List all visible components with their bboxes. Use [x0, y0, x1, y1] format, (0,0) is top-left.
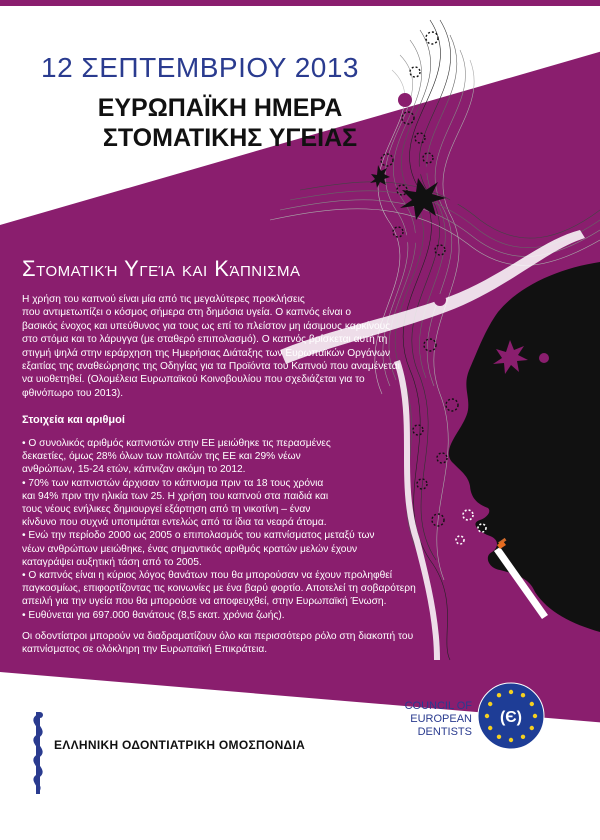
eu-stars-circle-icon: [477, 682, 545, 750]
closing-paragraph: [22, 630, 462, 657]
fact-line: ανθρώπων, 15-24 ετών, κάπνιζαν ακόμη το 2012.: [22, 464, 246, 476]
event-title-line1: ΕΥΡΩΠΑΪΚΗ ΗΜΕΡΑ: [97, 94, 343, 122]
fact-line: νέων ανθρώπων μειώθηκε, ένας σημαντικός αριθμός κρατών μελών έχουν: [22, 543, 358, 555]
section-title: Στοματική Υγεία και Κάπνισμα: [22, 256, 301, 281]
intro-line: να υιοθετηθεί. (Ολομέλεια Ευρωπαϊκού Κοινοβουλίου που σχεδιάζεται για το: [22, 374, 365, 386]
fact-line: κίνδυνο που συχνά υποτιμάται εντελώς από τα ίδια τα νεαρά άτομα.: [22, 517, 327, 529]
council-name-line1: COUNCIL OF: [404, 700, 472, 712]
intro-line: στιγμή ψηλά στην ιεράρχηση της Ημερήσιας Διάταξης των Ευρωπαϊκών Οργάνων: [22, 347, 391, 359]
event-title-line2: ΣΤΟΜΑΤΙΚΗΣ ΥΓΕΙΑΣ: [102, 124, 358, 152]
association-name: ΕΛΛΗΝΙΚΗ ΟΔΟΝΤΙΑΤΡΙΚΗ ΟΜΟΣΠΟΝΔΙΑ: [54, 738, 306, 752]
intro-line: στο στόμα και το λάρυγγα (με σταθερό επιπολασμό). Ο καπνός βρίσκεται αυτή τη: [22, 334, 388, 346]
intro-line: που αντιμετωπίζει ο κόσμος σήμερα στη δημόσια υγεία. Ο καπνός είναι ο: [22, 307, 351, 319]
fact-line: • Ο συνολικός αριθμός καπνιστών στην ΕΕ μειώθηκε τις περασμένες: [22, 438, 331, 449]
fact-line: παγκοσμίως, επιφορτίζοντας τις κοινωνίες με ένα βαρύ φορτίο. Αποτελεί τη σοβαρότερη: [22, 583, 416, 595]
eu-badge-label: (Є): [499, 709, 523, 726]
fact-line: απειλή για την υγεία που θα μπορούσε να αποφευχθεί, στην Ευρωπαϊκή Ένωση.: [22, 596, 387, 608]
intro-line: φθινόπωρο του 2013).: [22, 387, 124, 399]
fact-line: τους νέους ενήλικες δημιουργεί εξάρτηση από τη νικοτίνη – έναν: [22, 504, 311, 516]
closing-line: Οι οδοντίατροι μπορούν να διαδραματίζουν όλο και περισσότερο ρόλο στη διακοπή του: [22, 631, 414, 642]
intro-line: Η χρήση του καπνού είναι μία από τις μεγαλύτερες προκλήσεις: [22, 294, 305, 305]
closing-line: καπνίσματος σε ολόκληρη την Ευρωπαϊκή Επικράτεια.: [22, 644, 268, 656]
fact-line: και 94% πριν την ηλικία των 25. Η χρήση του καπνού στα παιδιά και: [22, 490, 329, 502]
council-name: [372, 700, 472, 739]
council-name-line2: EUROPEAN DENTISTS: [410, 713, 472, 738]
fact-line: καταγράψει αυξητική τάση από το 2005.: [22, 556, 202, 568]
fact-line: • Ο καπνός είναι η κύριος λόγος θανάτων που θα μπορούσαν να έχουν προληφθεί: [22, 570, 393, 582]
fact-line: • Ενώ την περίοδο 2000 ως 2005 ο επιπολασμός του καπνίσματος μεταξύ των: [22, 530, 375, 542]
intro-line: βασικός ένοχος και υπεύθυνος για τους ως επί το πλείστον μη ιάσιμους καρκίνους: [22, 320, 391, 332]
smoker-silhouette-illustration: [449, 262, 600, 632]
fact-line: δεκαετίες, όμως 28% όλων των πολιτών της ΕΕ και 29% νέων: [22, 451, 301, 463]
intro-line: εξαιτίας της αναθεώρησης της Οδηγίας για τα Προϊόντα του Καπνού που αναμένεται: [22, 361, 400, 373]
rod-of-asclepius-icon: [24, 708, 52, 796]
event-date: 12 ΣΕΠΤΕΜΒΡΙΟΥ 2013: [41, 52, 359, 83]
fact-line: • 70% των καπνιστών άρχισαν το κάπνισμα πριν τα 18 τους χρόνια: [22, 477, 324, 489]
facts-subheading: Στοιχεία και αριθμοί: [22, 414, 125, 426]
intro-paragraph: [22, 293, 417, 400]
fact-line: • Ευθύνεται για 697.000 θανάτους (8,5 εκατ. χρόνια ζωής).: [22, 609, 285, 621]
facts-list: [22, 437, 427, 622]
